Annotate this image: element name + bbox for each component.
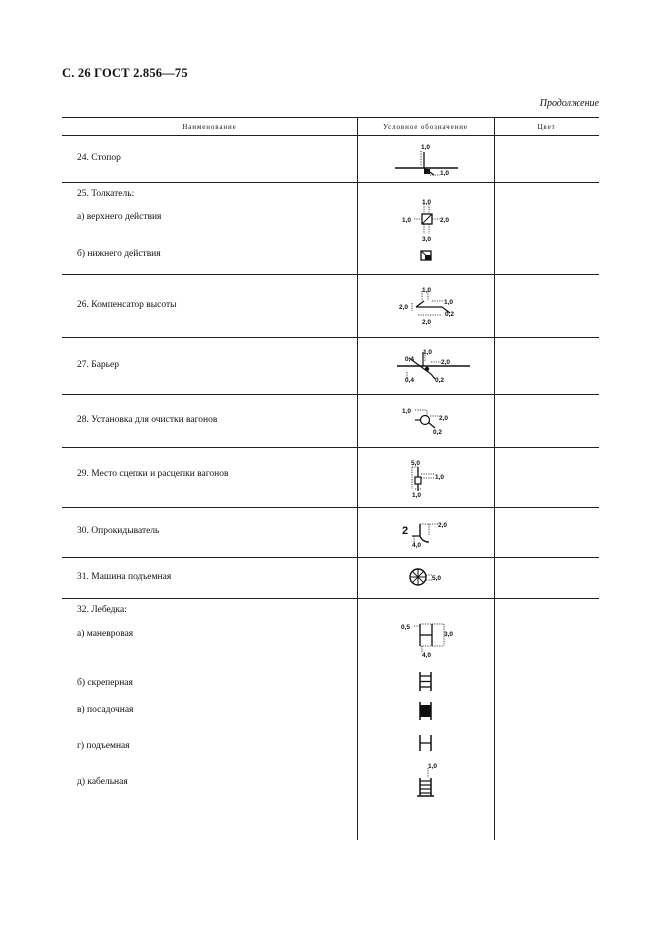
row-rule <box>62 182 599 183</box>
row-28-name: 28. Установка для очистки вагонов <box>77 415 218 425</box>
dimension-label: 2 <box>402 525 409 537</box>
dimension-label: 3,0 <box>444 631 454 638</box>
dimension-label: 1,0 <box>428 763 438 770</box>
row-32-b: б) скреперная <box>77 678 133 688</box>
row-25-a: а) верхнего действия <box>77 212 162 222</box>
scraper-winch-symbol <box>418 670 438 694</box>
dimension-label: 0,2 <box>445 311 455 318</box>
dimension-label: 3,0 <box>422 236 432 243</box>
dimension-label: 0,4 <box>405 356 415 363</box>
table-top-rule <box>62 117 599 118</box>
column-divider <box>357 117 358 840</box>
table-header-rule <box>62 135 599 136</box>
row-25-name: 25. Толкатель: <box>77 189 135 199</box>
dimension-label: 1,0 <box>444 299 454 306</box>
shunting-winch-symbol <box>398 618 460 658</box>
pusher-bottom-symbol <box>420 250 434 262</box>
dimension-label: 1,0 <box>435 474 445 481</box>
row-32-a: а) маневровая <box>77 629 134 639</box>
column-divider <box>494 117 495 840</box>
dimension-label: 0,4 <box>405 377 415 384</box>
dimension-label: 0,5 <box>401 624 411 631</box>
column-header-symbol: Условное обозначение <box>383 123 468 131</box>
column-header-color: Цвет <box>537 123 556 131</box>
dimension-label: 1,0 <box>402 408 412 415</box>
barrier-symbol <box>395 344 475 388</box>
dimension-label: 0,2 <box>435 377 445 384</box>
dimension-label: 1,0 <box>422 199 432 206</box>
row-26-name: 26. Компенсатор высоты <box>77 300 177 310</box>
column-header-name: Наименование <box>182 123 237 131</box>
row-25-b: б) нижнего действия <box>77 249 161 259</box>
lifting-winch-symbol <box>418 733 438 753</box>
row-rule <box>62 337 599 338</box>
dimension-label: 1,0 <box>440 170 450 177</box>
tipper-symbol <box>402 514 462 550</box>
row-rule <box>62 507 599 508</box>
cable-winch-symbol <box>414 760 454 800</box>
dimension-label: 1,0 <box>423 349 433 356</box>
row-rule <box>62 598 599 599</box>
dimension-label: 1,0 <box>402 217 412 224</box>
pusher-top-symbol <box>398 198 458 246</box>
stopper-symbol <box>390 142 465 178</box>
dimension-label: 2,0 <box>440 217 450 224</box>
row-32-d: г) подъемная <box>77 741 130 751</box>
lifting-machine-symbol <box>408 566 458 588</box>
page-header: С. 26 ГОСТ 2.856—75 <box>62 66 188 80</box>
dimension-label: 2,0 <box>439 415 449 422</box>
row-rule <box>62 274 599 275</box>
row-30-name: 30. Опрокидыватель <box>77 526 160 536</box>
height-compensator-symbol <box>398 285 468 327</box>
dimension-label: 4,0 <box>422 652 432 659</box>
row-29-name: 29. Место сцепки и расцепки вагонов <box>77 469 229 479</box>
row-32-name: 32. Лебедка: <box>77 605 127 615</box>
dimension-label: 1,0 <box>421 144 431 151</box>
continuation-label: Продолжение <box>539 98 599 109</box>
coupling-place-symbol <box>406 457 456 501</box>
row-rule <box>62 447 599 448</box>
row-27-name: 27. Барьер <box>77 360 119 370</box>
dimension-label: 1,0 <box>412 492 422 499</box>
row-24-name: 24. Стопор <box>77 153 121 163</box>
row-31-name: 31. Машина подъемная <box>77 572 172 582</box>
car-cleaning-symbol <box>401 404 463 438</box>
row-rule <box>62 394 599 395</box>
dimension-label: 2,0 <box>441 359 451 366</box>
landing-winch-symbol <box>418 700 438 722</box>
row-32-c: в) посадочная <box>77 705 134 715</box>
row-32-e: д) кабельная <box>77 777 128 787</box>
dimension-label: 2,0 <box>422 319 432 326</box>
dimension-label: 4,0 <box>412 542 422 549</box>
dimension-label: 1,0 <box>422 287 432 294</box>
dimension-label: 5,0 <box>432 575 442 582</box>
dimension-label: 2,0 <box>438 522 448 529</box>
dimension-label: 2,0 <box>399 304 409 311</box>
row-rule <box>62 557 599 558</box>
dimension-label: 0,2 <box>433 429 443 436</box>
dimension-label: 5,0 <box>411 460 421 467</box>
